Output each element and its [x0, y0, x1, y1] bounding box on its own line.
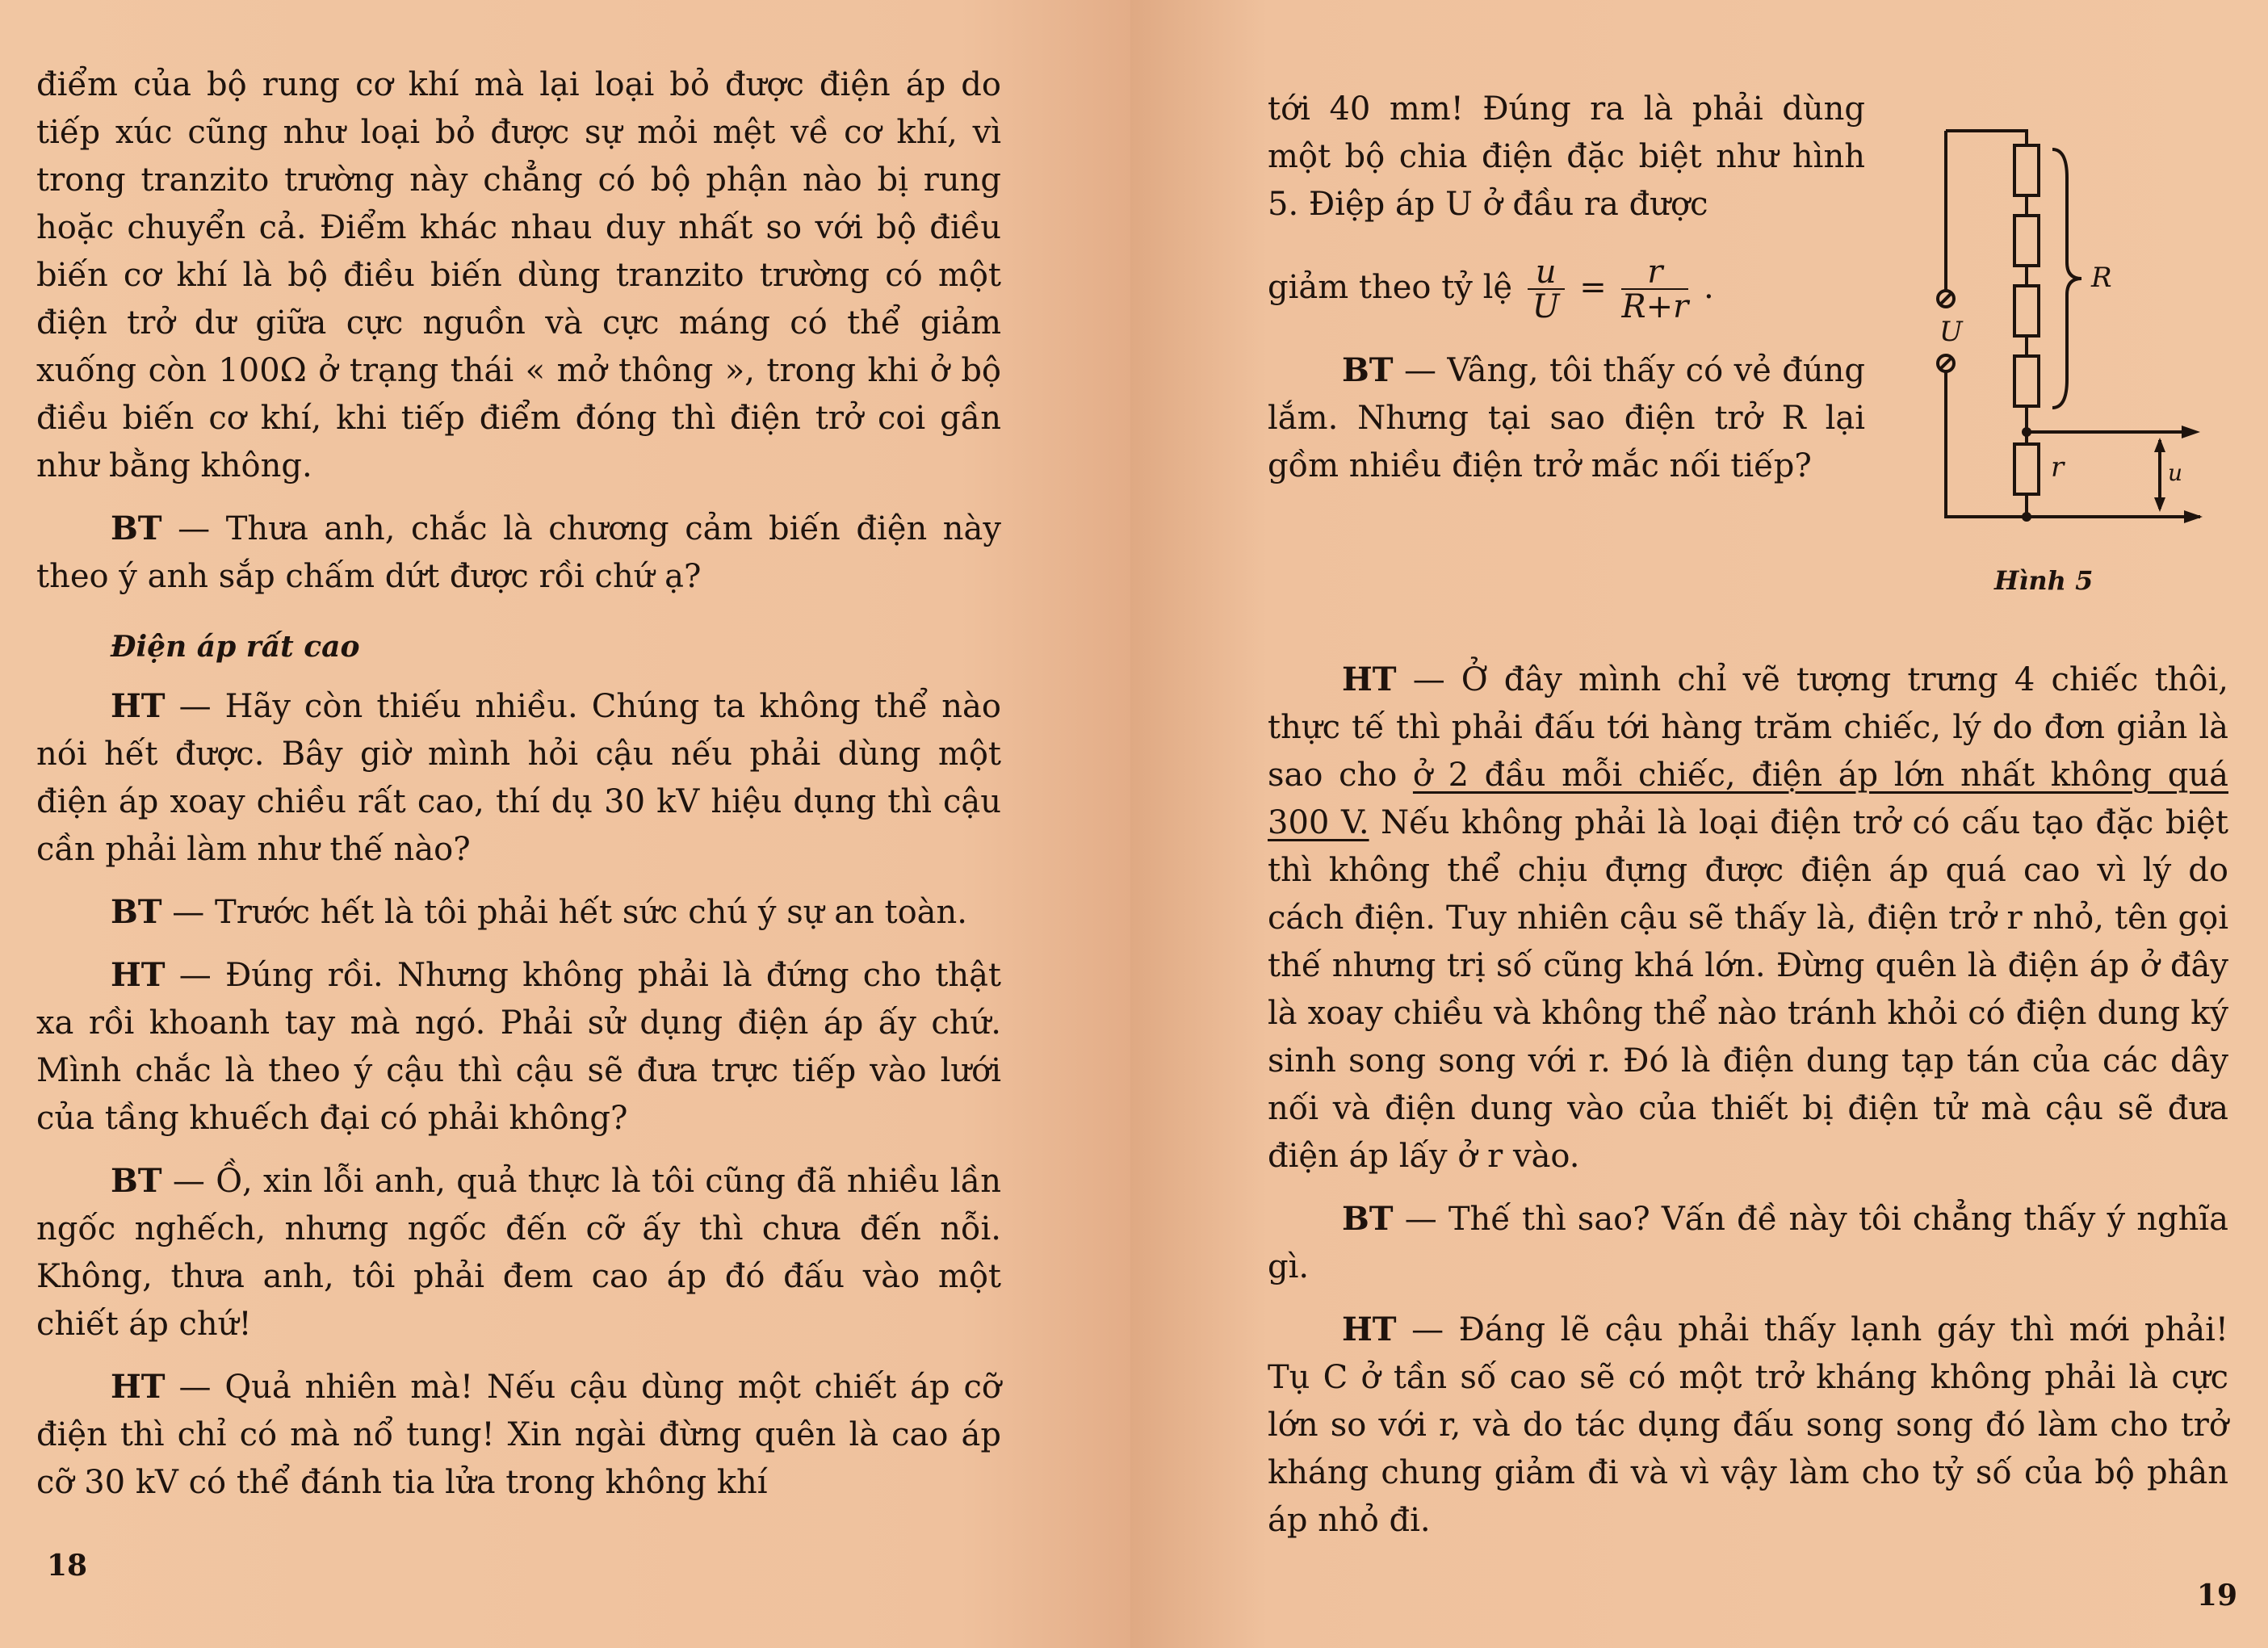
resistor-4: [2014, 356, 2039, 406]
fraction-denominator: U: [1532, 288, 1560, 325]
speaker-label: BT: [111, 1162, 162, 1200]
right-page-text-main: [1268, 656, 2228, 1559]
speaker-label: BT: [111, 893, 162, 931]
page-number: 18: [47, 1549, 88, 1583]
left-page: [0, 0, 1130, 1648]
paragraph: điểm của bộ rung cơ khí mà lại loại bỏ được điện áp do tiếp xúc cũng như loại bỏ được sự mỏi mệt về cơ khí, vì trong tranzito trường này chẳng có bộ phận nào bị rung hoặc chuyển cả. Điểm khác nhau duy nhất so với bộ điều biến cơ khí là bộ điều biến dùng tranzito trường có một điện trở dư giữa cực nguồn và cực máng có thể giảm xuống còn 100Ω ở trạng thái « mở thông », trong khi ở bộ điều biến cơ khí, khi tiếp điểm đóng thì điện trở coi gần như bằng không.: [36, 66, 1001, 484]
voltage-divider-diagram: [1922, 121, 2204, 598]
ratio-formula-line: [1268, 243, 1865, 332]
u-arrow-up: [2154, 438, 2165, 452]
dialogue-text: — Thưa anh, chắc là chương cảm biến điện này theo ý anh sắp chấm dứt được rồi chứ ạ?: [36, 510, 1001, 595]
top-wire: [1946, 131, 2027, 145]
u-arrow-down: [2154, 497, 2165, 512]
speaker-label: HT: [111, 687, 166, 725]
label-r: r: [2051, 451, 2065, 484]
label-R: R: [2091, 262, 2112, 294]
dialogue-paragraph: [36, 888, 1001, 937]
left-page-text: [36, 61, 1001, 1521]
formula-end-dot: .: [1703, 269, 1714, 306]
fraction-r-over-Rr: [1621, 256, 1688, 324]
speaker-label: HT: [1342, 1310, 1397, 1348]
dialogue-text: — Đúng rồi. Nhưng không phải là đứng cho thật xa rồi khoanh tay mà ngó. Phải sử dụng điện áp ấy chứ. Mình chắc là theo ý cậu thì cậu sẽ đưa trực tiếp vào lưới của tầng khuếch đại có phải không?: [36, 957, 1001, 1137]
dialogue-text: — Trước hết là tôi phải hết sức chú ý sự an toàn.: [161, 894, 967, 931]
output-arrow-head: [2182, 426, 2200, 438]
page-number: 19: [2196, 1579, 2237, 1612]
dialogue-paragraph: [36, 1363, 1001, 1507]
underlined-text: ở 2 đầu mỗi chiếc, điện áp lớn nhất không quá 300 V.: [1268, 757, 2228, 841]
dialogue-paragraph: [1268, 656, 2228, 1180]
junction-dot: [2022, 427, 2031, 437]
fraction-numerator: r: [1621, 256, 1688, 290]
right-page: [1130, 0, 2268, 1648]
dialogue-text: Nếu không phải là loại điện trở có cấu tạo đặc biệt thì không thể chịu đựng được điện áp quá cao vì lý do cách điện. Tuy nhiên cậu sẽ thấy là, điện trở r nhỏ, tên gọi thế nhưng trị số cũng khá lớn. Đừng quên là điện áp ở đây là xoay chiều và không thể nào tránh khỏi có điện dung ký sinh song song với r. Đó là điện dung tạp tán của các dây nối và điện dung vào của thiết bị điện tử mà cậu sẽ đưa điện áp lấy ở r vào.: [1268, 804, 2228, 1175]
speaker-label: BT: [111, 509, 162, 547]
dialogue-paragraph: [36, 505, 1001, 601]
right-page-text-top: [1268, 86, 1865, 505]
dialogue-text: — Hãy còn thiếu nhiều. Chúng ta không thể nào nói hết được. Bây giờ mình hỏi cậu nếu phải dùng một điện áp xoay chiều rất cao, thí dụ 30 kV hiệu dụng thì cậu cần phải làm như thế nào?: [36, 688, 1001, 868]
resistor-r: [2014, 444, 2039, 494]
dialogue-text: — Vâng, tôi thấy có vẻ đúng lắm. Nhưng tại sao điện trở R lại gồm nhiều điện trở mắc nối tiếp?: [1268, 352, 1865, 484]
brace-R: [2052, 149, 2081, 408]
resistor-1: [2014, 145, 2039, 195]
fraction-denominator: R+r: [1621, 288, 1689, 325]
dialogue-paragraph: [1268, 346, 1865, 490]
figure-caption: Hình 5: [1994, 565, 2094, 596]
dialogue-paragraph: [1268, 1306, 2228, 1545]
junction-dot: [2022, 512, 2031, 522]
dialogue-paragraph: [36, 951, 1001, 1143]
speaker-label: HT: [1342, 660, 1397, 698]
dialogue-text: — Thế thì sao? Vấn đề này tôi chẳng thấy ý nghĩa gì.: [1268, 1201, 2228, 1285]
dialogue-paragraph: [36, 682, 1001, 874]
speaker-label: HT: [111, 956, 166, 994]
equals-sign: =: [1579, 269, 1607, 306]
fraction-u-over-U: [1528, 256, 1565, 324]
formula-lead-text: giảm theo tỷ lệ: [1268, 269, 1513, 306]
resistor-2: [2014, 216, 2039, 266]
speaker-label: HT: [111, 1368, 166, 1406]
paragraph: tới 40 mm! Đúng ra là phải dùng một bộ chia điện đặc biệt như hình 5. Điệp áp U ở đầu ra được: [1268, 90, 1865, 223]
dialogue-text: — Ở đây mình chỉ vẽ tượng trưng 4 chiếc thôi, thực tế thì phải đấu tới hàng trăm chiếc, lý do đơn giản là sao cho: [1268, 661, 2228, 794]
dialogue-text: — Ồ, xin lỗi anh, quả thực là tôi cũng đã nhiều lần ngốc nghếch, nhưng ngốc đến cỡ ấy thì chưa đến nỗi. Không, thưa anh, tôi phải đem cao áp đó đấu vào một chiết áp chứ!: [36, 1163, 1001, 1343]
label-u: u: [2168, 459, 2183, 486]
speaker-label: BT: [1342, 1200, 1394, 1238]
dialogue-paragraph: [1268, 1195, 2228, 1291]
section-heading: Điện áp rất cao: [111, 630, 360, 664]
bottom-arrow-head: [2184, 510, 2203, 523]
dialogue-text: — Đáng lẽ cậu phải thấy lạnh gáy thì mới phải! Tụ C ở tần số cao sẽ có một trở kháng không phải là cực lớn so với r, và do tác dụng đấu song song đó làm cho trở kháng chung giảm đi và vì vậy làm cho tỷ số của bộ phân áp nhỏ đi.: [1268, 1311, 2228, 1539]
dialogue-paragraph: [36, 1157, 1001, 1348]
label-U: U: [1939, 316, 1963, 348]
fraction-numerator: u: [1528, 256, 1565, 290]
resistor-3: [2014, 286, 2039, 336]
dialogue-text: — Quả nhiên mà! Nếu cậu dùng một chiết áp cỡ điện thì chỉ có mà nổ tung! Xin ngài đừng quên là cao áp cỡ 30 kV có thể đánh tia lửa trong không khí: [36, 1369, 1001, 1501]
speaker-label: BT: [1342, 351, 1394, 389]
voltage-divider-figure: [1922, 121, 2204, 598]
